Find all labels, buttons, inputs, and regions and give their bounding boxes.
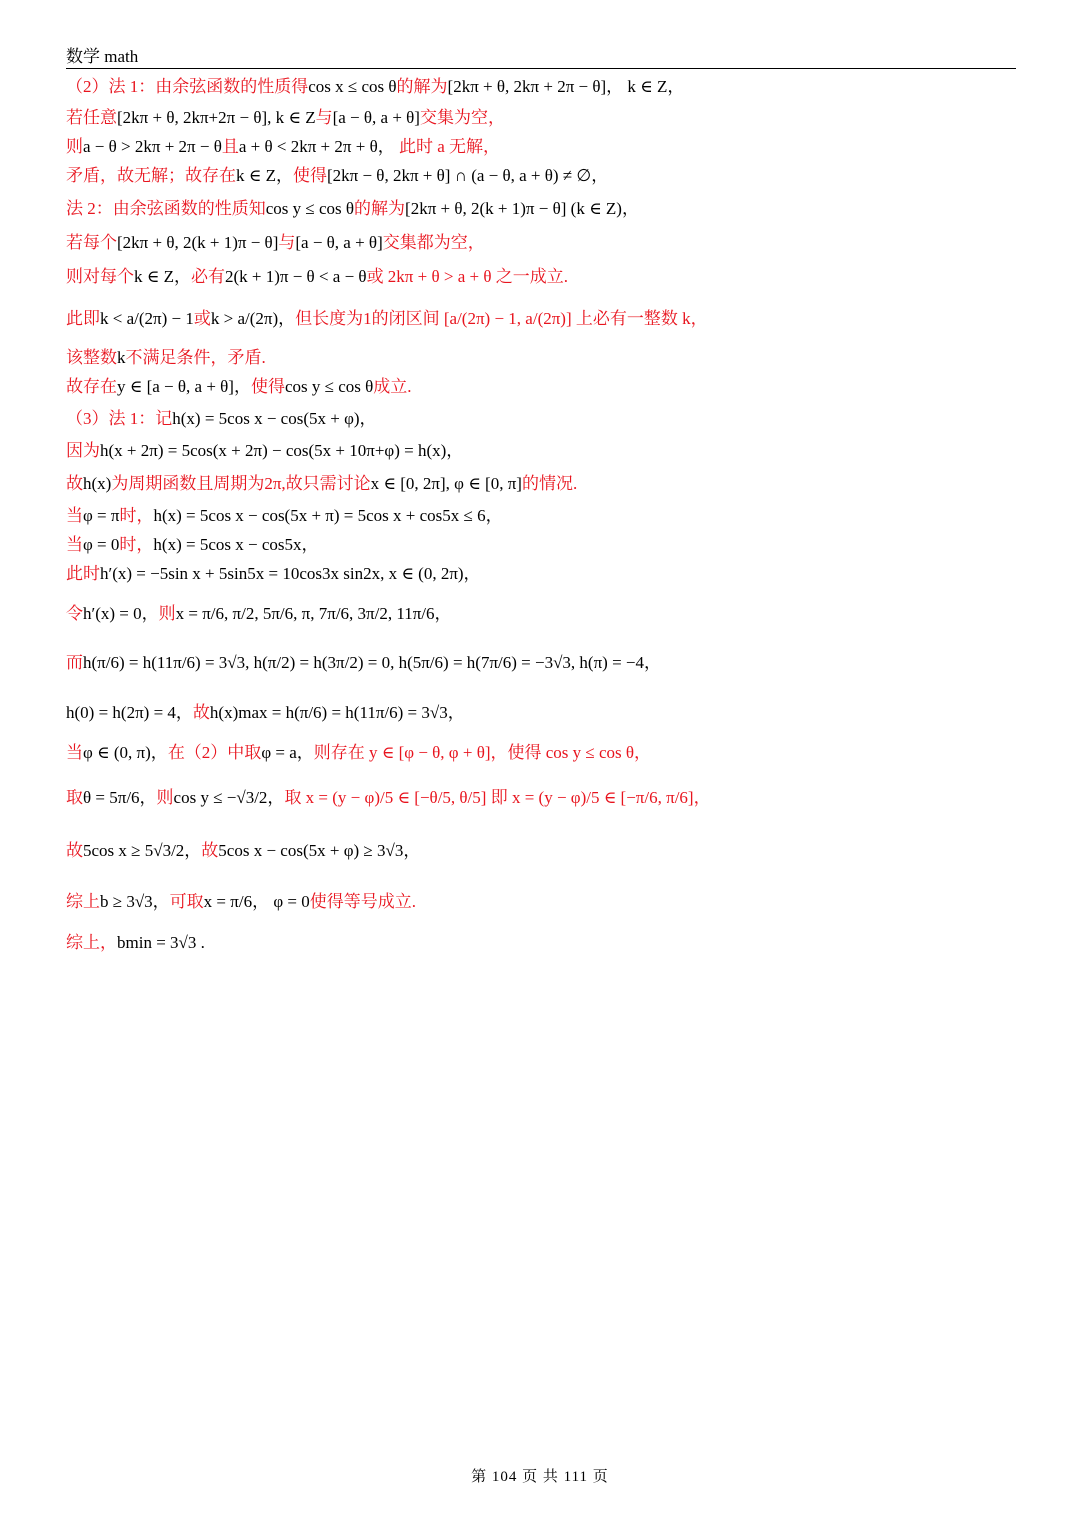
line-text: 在（2）中取 (167, 743, 262, 762)
solution-line (66, 232, 485, 254)
solution-line (66, 408, 377, 430)
line-math: x = π/6, π/2, 5π/6, π, 7π/6, 3π/2, 11π/6， (175, 604, 452, 623)
line-math: h(x) = 5cos x − cos(5x + π) = 5cos x + cos5x ≤ 6， (153, 506, 503, 525)
line-text: 的情况. (521, 474, 578, 493)
solution-line (66, 702, 465, 724)
line-text: 则 (158, 604, 176, 623)
line-text: 交集为空， (419, 108, 505, 127)
line-math: a + θ < 2kπ + 2π + θ， (238, 137, 395, 156)
line-math: [2kπ + θ, 2kπ + 2π − θ]， k ∈ Z， (447, 77, 685, 96)
line-text: 成立. (373, 377, 412, 396)
line-math: k (117, 348, 126, 367)
line-math: h′(x) = −5sin x + 5sin5x = 10cos3x sin2x, x ∈ (0, 2π)， (100, 564, 481, 583)
line-text: 必有 (190, 267, 225, 286)
line-text: 故 (192, 703, 210, 722)
line-math: [2kπ − θ, 2kπ + θ] ∩ (a − θ, a + θ) ≠ ∅， (326, 166, 609, 185)
solution-line (66, 165, 608, 187)
line-text: 时， (119, 535, 154, 554)
line-math: x ∈ [0, 2π], φ ∈ [0, π] (370, 474, 522, 493)
solution-line (66, 107, 505, 129)
line-text: 则对每个 (66, 267, 134, 286)
header-divider (66, 68, 1016, 69)
line-text: 则 (66, 137, 83, 156)
line-text: 综上 (66, 892, 100, 911)
line-text: 矛盾，故无解；故存在 (66, 166, 236, 185)
line-text: 法 2：由余弦函数的性质知 (66, 199, 266, 218)
line-math: [a − θ, a + θ] (332, 108, 420, 127)
line-math: cos y ≤ cos θ (284, 377, 374, 396)
solution-line (66, 376, 412, 398)
line-math: k ∈ Z， (134, 267, 191, 286)
line-math: h(x) (83, 474, 112, 493)
line-text: 或 2kπ + θ > a + θ 之一成立. (366, 267, 568, 286)
line-math: cos x ≤ cos θ (308, 77, 397, 96)
line-math: h(x)max = h(π/6) = h(11π/6) = 3√3， (209, 703, 465, 722)
line-text: 则 (156, 788, 174, 807)
line-math: [a − θ, a + θ] (295, 233, 383, 252)
solution-line (66, 534, 318, 556)
solution-line (66, 308, 708, 330)
line-text: 综上， (66, 933, 117, 952)
line-text: 时， (119, 506, 154, 525)
line-text: 该整数 (66, 348, 117, 367)
line-math: φ = a， (261, 743, 314, 762)
solution-line (66, 652, 661, 674)
line-text: 但长度为1的闭区间 [a/(2π) − 1, a/(2π)] 上必有一整数 k， (295, 309, 708, 328)
line-math: h(0) = h(2π) = 4， (66, 703, 193, 722)
solution-line (66, 266, 568, 288)
line-math: [2kπ + θ, 2(k + 1)π − θ] (117, 233, 279, 252)
line-math: bmin = 3√3 . (117, 933, 205, 952)
solution-line (66, 505, 503, 527)
line-text: 交集都为空， (382, 233, 485, 252)
line-text: 而 (66, 653, 83, 672)
line-text: 此时 (66, 564, 100, 583)
solution-line (66, 840, 420, 862)
solution-line (66, 76, 684, 98)
line-text: 若每个 (66, 233, 117, 252)
line-text: 故 (66, 841, 83, 860)
line-math: x = π/6， φ = 0 (203, 892, 310, 911)
line-text: 与 (278, 233, 296, 252)
line-text: 当 (66, 506, 83, 525)
line-math: h(x) = 5cos x − cos(5x + φ)， (172, 409, 377, 428)
line-math: h(x + 2π) = 5cos(x + 2π) − cos(5x + 10π+φ) = h(x)， (100, 441, 464, 460)
solution-line (66, 440, 463, 462)
line-text: 则存在 y ∈ [φ − θ, φ + θ]，使得 cos y ≤ cos θ， (313, 743, 652, 762)
line-math: cos y ≤ −√3/2， (173, 788, 285, 807)
line-text: 使得等号成立. (309, 892, 416, 911)
line-text: 且 (221, 137, 239, 156)
line-math: φ = π (83, 506, 120, 525)
solution-line (66, 932, 205, 954)
line-text: 当 (66, 743, 83, 762)
line-math: [2kπ + θ, 2kπ+2π − θ], k ∈ Z (117, 108, 316, 127)
line-text: 取 (66, 788, 83, 807)
line-math: h(π/6) = h(11π/6) = 3√3, h(π/2) = h(3π/2) = 0, h(5π/6) = h(7π/6) = −3√3, h(π) = −4， (83, 653, 661, 672)
line-text: 当 (66, 535, 83, 554)
solution-line (66, 136, 500, 158)
line-math: b ≥ 3√3， (100, 892, 170, 911)
solution-line (66, 473, 577, 495)
line-text: 此时 a 无解， (394, 137, 501, 156)
line-math: θ = 5π/6， (83, 788, 157, 807)
line-text: 与 (315, 108, 333, 127)
solution-line (66, 347, 266, 369)
line-math: k < a/(2π) − 1 (100, 309, 194, 328)
line-text: 或 (193, 309, 211, 328)
line-text: 若任意 (66, 108, 117, 127)
line-text: 使得 (250, 377, 285, 396)
page-header-subject: 数学 math (66, 47, 139, 66)
line-text: 可取 (169, 892, 204, 911)
line-text: 不满足条件，矛盾. (125, 348, 266, 367)
line-text: 取 x = (y − φ)/5 ∈ [−θ/5, θ/5] 即 x = (y − φ)/5 ∈ [−π/6, π/6]， (284, 788, 711, 807)
page-footer: 第 104 页 共 111 页 (471, 1469, 609, 1485)
line-text: 因为 (66, 441, 100, 460)
line-text: 令 (66, 604, 83, 623)
line-text: 为周期函数且周期为2π,故只需讨论 (111, 474, 371, 493)
solution-line (66, 891, 416, 913)
line-math: φ = 0 (83, 535, 120, 554)
line-math: y ∈ [a − θ, a + θ]， (117, 377, 251, 396)
line-math: 5cos x ≥ 5√3/2， (83, 841, 202, 860)
solution-line (66, 787, 711, 809)
solution-line (66, 742, 651, 764)
line-math: 5cos x − cos(5x + φ) ≥ 3√3， (218, 841, 421, 860)
line-math: k > a/(2π)， (210, 309, 296, 328)
line-text: 故存在 (66, 377, 117, 396)
line-text: 的解为 (396, 77, 448, 96)
solution-line (66, 603, 452, 625)
line-math: k ∈ Z， (236, 166, 293, 185)
line-text: （3）法 1：记 (66, 409, 173, 428)
line-math: φ ∈ (0, π)， (83, 743, 168, 762)
line-math: [2kπ + θ, 2(k + 1)π − θ] (k ∈ Z)， (405, 199, 639, 218)
line-math: h(x) = 5cos x − cos5x， (153, 535, 319, 554)
line-text: 故 (66, 474, 83, 493)
line-text: 故 (201, 841, 219, 860)
line-math: a − θ > 2kπ + 2π − θ (83, 137, 222, 156)
line-math: h′(x) = 0， (83, 604, 159, 623)
line-math: cos y ≤ cos θ (265, 199, 355, 218)
line-text: 此即 (66, 309, 100, 328)
line-text: 的解为 (354, 199, 406, 218)
solution-line (66, 198, 639, 220)
line-math: 2(k + 1)π − θ < a − θ (224, 267, 367, 286)
solution-line (66, 563, 481, 585)
line-text: 使得 (292, 166, 327, 185)
line-text: （2）法 1：由余弦函数的性质得 (66, 77, 309, 96)
